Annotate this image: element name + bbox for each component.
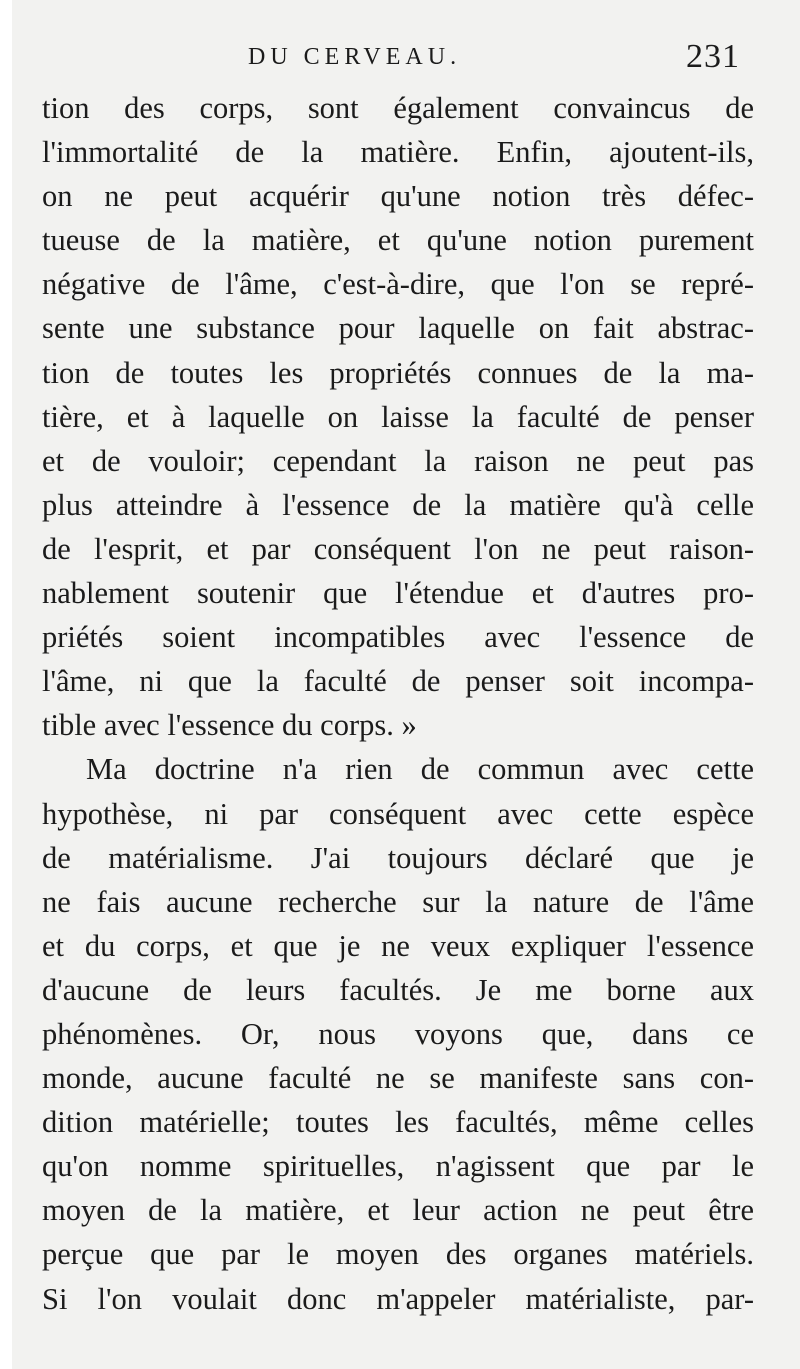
text-line: nablement soutenir que l'étendue et d'autres pro- xyxy=(42,576,754,611)
text-line: tion de toutes les propriétés connues de la ma- xyxy=(42,355,754,390)
running-title: DU CERVEAU. xyxy=(248,44,462,70)
text-line: priétés soient incompatibles avec l'essence de xyxy=(42,620,754,655)
text-line: tueuse de la matière, et qu'une notion purement xyxy=(42,223,754,258)
text-line: sente une substance pour laquelle on fait abstrac- xyxy=(42,311,754,346)
text-line: dition matérielle; toutes les facultés, même celles xyxy=(42,1105,754,1140)
text-line: Si l'on voulait donc m'appeler matérialiste, par- xyxy=(42,1281,754,1316)
text-line: l'âme, ni que la faculté de penser soit incompa- xyxy=(42,664,754,699)
text-line: plus atteindre à l'essence de la matière qu'à celle xyxy=(42,487,754,522)
text-line: de l'esprit, et par conséquent l'on ne peut raison- xyxy=(42,531,754,566)
page-margin-edge xyxy=(0,0,12,1369)
paragraph-2 xyxy=(42,747,754,1320)
text-line: Ma doctrine n'a rien de commun avec cette xyxy=(86,752,754,787)
text-line: on ne peut acquérir qu'une notion très défec- xyxy=(42,179,754,214)
text-line: phénomènes. Or, nous voyons que, dans ce xyxy=(42,1016,754,1051)
text-line: tible avec l'essence du corps. » xyxy=(42,708,417,743)
text-line: et de vouloir; cependant la raison ne peut pas xyxy=(42,443,754,478)
text-line: l'immortalité de la matière. Enfin, ajoutent-ils, xyxy=(42,135,754,170)
text-line: tière, et à laquelle on laisse la faculté de penser xyxy=(42,399,754,434)
text-line: monde, aucune faculté ne se manifeste sans con- xyxy=(42,1061,754,1096)
text-line: tion des corps, sont également convaincus de xyxy=(42,91,754,125)
text-line: moyen de la matière, et leur action ne peut être xyxy=(42,1193,754,1228)
page-number: 231 xyxy=(686,38,740,75)
text-line: d'aucune de leurs facultés. Je me borne aux xyxy=(42,972,754,1007)
text-line: ne fais aucune recherche sur la nature de l'âme xyxy=(42,884,754,919)
text-line: négative de l'âme, c'est-à-dire, que l'on se repré- xyxy=(42,267,754,302)
page-header xyxy=(0,38,800,88)
text-line: et du corps, et que je ne veux expliquer l'essence xyxy=(42,928,754,963)
text-line: hypothèse, ni par conséquent avec cette espèce xyxy=(42,796,754,831)
paragraph-1 xyxy=(42,86,754,747)
text-line: qu'on nomme spirituelles, n'agissent que par le xyxy=(42,1149,754,1184)
text-line: perçue que par le moyen des organes matériels. xyxy=(42,1237,754,1272)
page-body xyxy=(42,86,754,1321)
text-line: de matérialisme. J'ai toujours déclaré que je xyxy=(42,840,754,875)
